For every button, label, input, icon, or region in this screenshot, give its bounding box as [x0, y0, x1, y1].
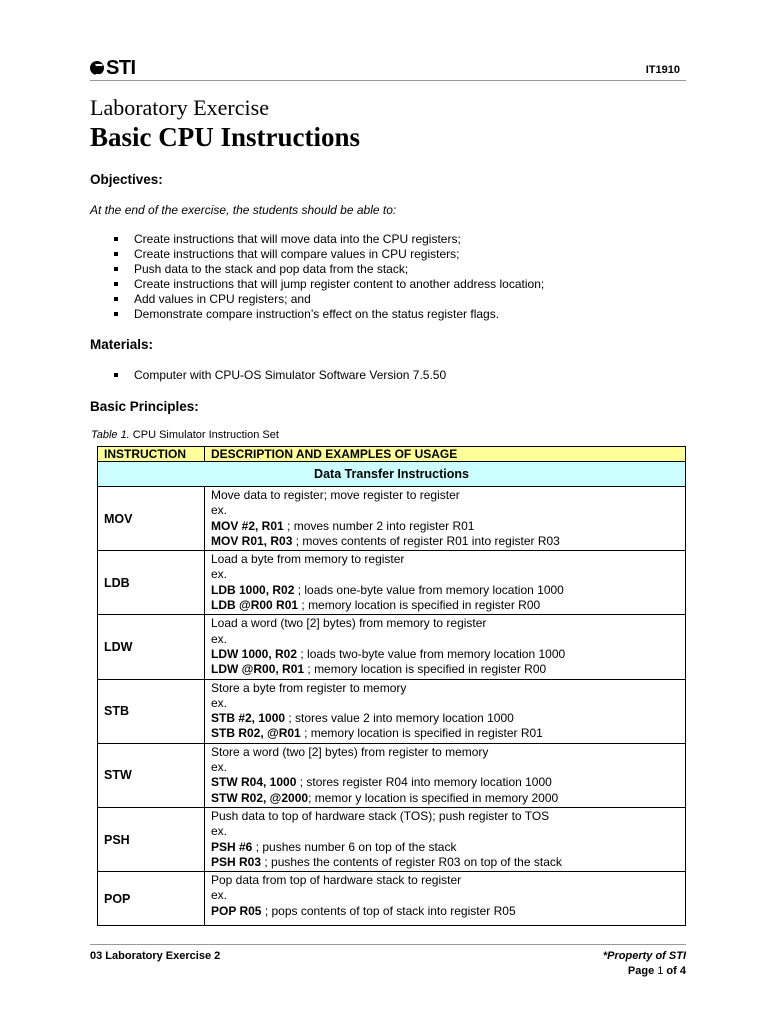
description-text: Store a word (two [2] bytes) from register to memory: [211, 744, 489, 759]
description-text: Move data to register; move register to register: [211, 488, 460, 502]
page-total: of 4: [663, 965, 686, 977]
instruction-cell: PSH: [98, 807, 205, 871]
example-label: ex.: [211, 567, 228, 582]
example-line: [211, 647, 679, 662]
description-cell: [205, 487, 686, 551]
table-row: [98, 807, 686, 871]
instruction-cell: MOV: [98, 487, 205, 551]
example-code: MOV R01, R03: [211, 533, 293, 548]
table-header-row: [98, 447, 686, 462]
example-comment: ; moves contents of register R01 into register R03: [292, 533, 560, 548]
example-line: [211, 662, 679, 677]
example-code: STB #2, 1000: [211, 711, 286, 726]
sti-logo: [90, 57, 136, 80]
example-comment: ; stores register R04 into memory location 1000: [296, 775, 552, 790]
list-item: Create instructions that will move data into the CPU registers;: [112, 232, 544, 247]
page-prefix: Page: [627, 965, 658, 977]
page-subtitle: Laboratory Exercise: [90, 95, 269, 120]
section-row: [98, 462, 686, 487]
example-comment: ; memory location is specified in register R00: [298, 598, 541, 613]
example-comment: ; memory location is specified in register R01: [300, 726, 543, 741]
table-row: [98, 872, 686, 926]
footer-divider: [90, 944, 686, 945]
example-label: ex.: [211, 695, 228, 710]
list-item: Demonstrate compare instruction’s effect on the status register flags.: [112, 307, 544, 322]
example-label: ex.: [211, 824, 228, 839]
table-caption: [91, 429, 279, 441]
description-text: Load a word (two [2] bytes) from memory to register: [211, 616, 487, 631]
objectives-heading: Objectives:: [90, 172, 163, 187]
header-divider: [90, 80, 686, 81]
example-label: ex.: [211, 631, 228, 646]
description-cell: [205, 615, 686, 679]
caption-label: Table 1.: [91, 429, 130, 441]
example-code: MOV #2, R01: [211, 518, 284, 533]
example-comment: ; loads two-byte value from memory location 1000: [297, 646, 566, 661]
table-row: [98, 551, 686, 615]
instruction-cell: POP: [98, 872, 205, 926]
instruction-table: [97, 446, 686, 926]
example-code: LDW @R00, R01: [211, 662, 305, 677]
caption-text: CPU Simulator Instruction Set: [129, 429, 279, 441]
table-row: [98, 615, 686, 679]
page-number: [628, 965, 686, 977]
example-label: ex.: [211, 888, 228, 903]
example-code: LDW 1000, R02: [211, 646, 298, 661]
example-line: [211, 904, 679, 919]
page-current: 1: [657, 965, 664, 977]
example-line: [211, 726, 679, 741]
materials-heading: Materials:: [90, 337, 154, 352]
column-header-description: DESCRIPTION AND EXAMPLES OF USAGE: [205, 447, 686, 462]
example-line: [211, 583, 679, 598]
example-code: STW R02, @2000: [211, 790, 309, 805]
page-title: Basic CPU Instructions: [90, 122, 361, 152]
principles-heading: Basic Principles:: [90, 399, 199, 414]
example-label: ex.: [211, 503, 228, 518]
footer-property: *Property of STI: [602, 950, 686, 962]
sti-logo-icon: [90, 61, 104, 75]
description-text: Pop data from top of hardware stack to register: [211, 873, 462, 888]
example-line: [211, 711, 679, 726]
example-line: [211, 775, 679, 790]
example-code: POP R05: [211, 903, 262, 918]
example-comment: ; moves number 2 into register R01: [283, 518, 475, 533]
example-code: LDB 1000, R02: [211, 582, 295, 597]
table-row: [98, 487, 686, 551]
example-line: [211, 534, 679, 549]
document-id: IT1910: [645, 64, 680, 76]
description-cell: [205, 551, 686, 615]
example-code: STW R04, 1000: [211, 775, 297, 790]
table-row: [98, 679, 686, 743]
section-title: Data Transfer Instructions: [98, 462, 686, 487]
example-comment: ; pushes number 6 on top of the stack: [252, 839, 457, 854]
description-text: Store a byte from register to memory: [211, 680, 407, 695]
example-code: STB R02, @R01: [211, 726, 301, 741]
logo-text: STI: [106, 57, 136, 79]
description-cell: [205, 679, 686, 743]
list-item: Push data to the stack and pop data from the stack;: [112, 262, 544, 277]
description-cell: [205, 872, 686, 926]
objectives-list: [112, 232, 544, 322]
list-item: Create instructions that will jump register content to another address location;: [112, 277, 544, 292]
instruction-cell: STW: [98, 743, 205, 807]
example-comment: ; pops contents of top of stack into register R05: [261, 903, 516, 918]
list-item: Computer with CPU-OS Simulator Software Version 7.5.50: [112, 368, 446, 383]
column-header-instruction: INSTRUCTION: [98, 447, 205, 462]
example-comment: ; loads one-byte value from memory location 1000: [294, 582, 564, 597]
instruction-cell: STB: [98, 679, 205, 743]
instruction-cell: LDB: [98, 551, 205, 615]
objectives-intro: At the end of the exercise, the students should be able to:: [90, 203, 397, 217]
list-item: Create instructions that will compare values in CPU registers;: [112, 247, 544, 262]
example-comment: ; pushes the contents of register R03 on top of the stack: [261, 854, 562, 869]
footer-document-name: 03 Laboratory Exercise 2: [90, 950, 221, 962]
list-item: Add values in CPU registers; and: [112, 292, 544, 307]
instruction-cell: LDW: [98, 615, 205, 679]
example-line: [211, 791, 679, 806]
example-comment: ; memor y location is specified in memory 2000: [308, 790, 559, 805]
example-comment: ; memory location is specified in register R00: [304, 662, 547, 677]
example-comment: ; stores value 2 into memory location 1000: [285, 711, 514, 726]
description-text: Load a byte from memory to register: [211, 552, 405, 567]
example-code: PSH #6: [211, 839, 253, 854]
description-cell: [205, 807, 686, 871]
example-line: [211, 840, 679, 855]
materials-list: [112, 368, 446, 383]
example-line: [211, 855, 679, 870]
description-text: Push data to top of hardware stack (TOS); push register to TOS: [211, 808, 550, 823]
example-label: ex.: [211, 760, 228, 775]
example-line: [211, 598, 679, 613]
example-line: [211, 519, 679, 534]
description-cell: [205, 743, 686, 807]
example-code: LDB @R00 R01: [211, 598, 299, 613]
example-code: PSH R03: [211, 854, 262, 869]
table-row: [98, 743, 686, 807]
